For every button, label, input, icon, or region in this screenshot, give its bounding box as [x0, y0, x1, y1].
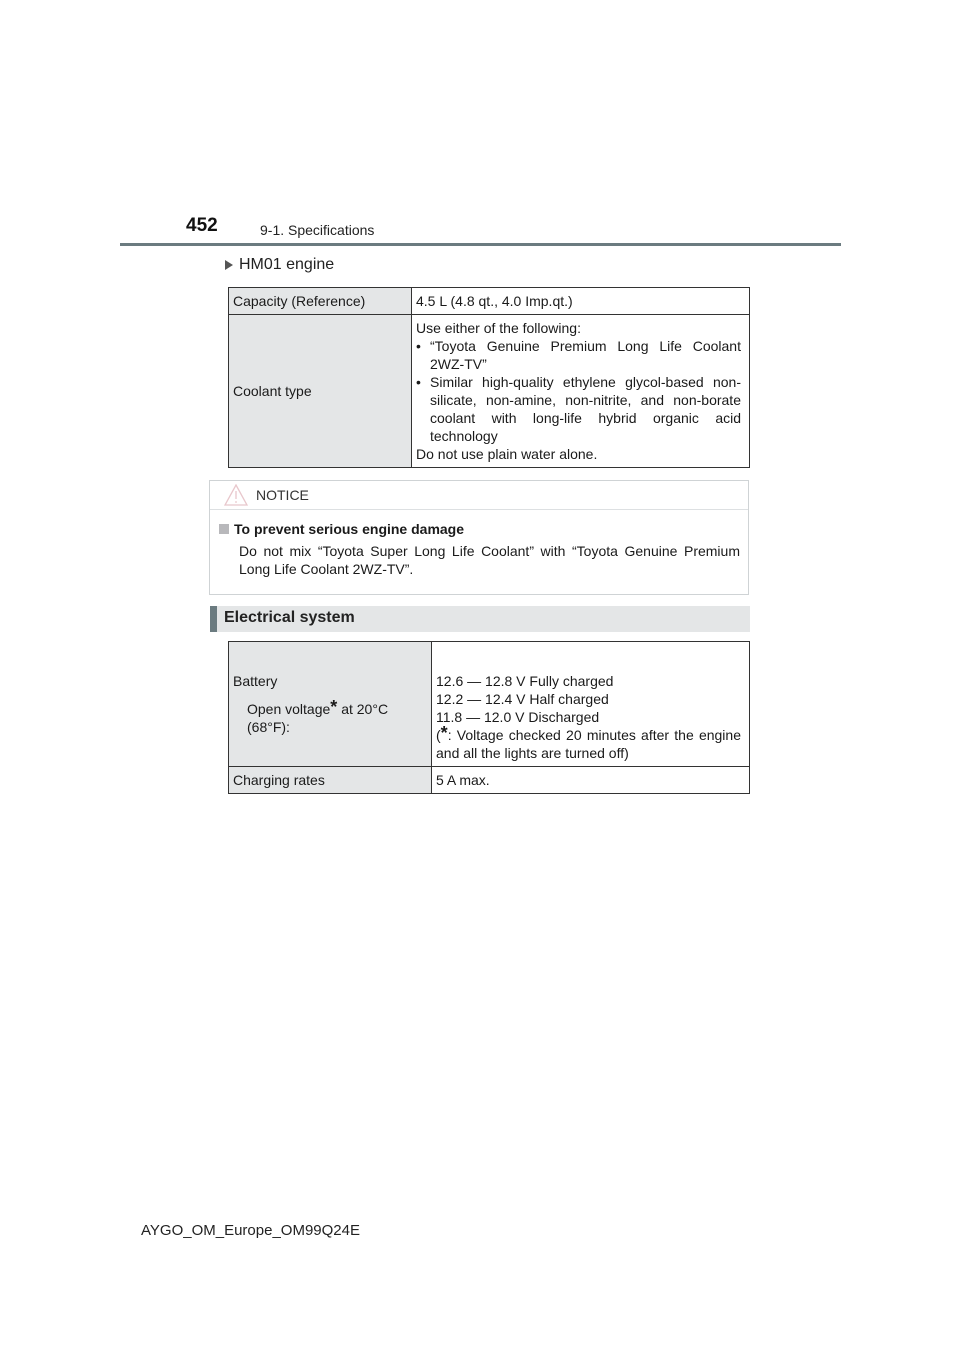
table-row: [229, 642, 750, 767]
section-header: 9-1. Specifications: [260, 222, 375, 238]
asterisk: *: [330, 697, 338, 717]
voltage-line-1: 12.6 — 12.8 V Fully charged: [436, 673, 614, 689]
charging-label: Charging rates: [229, 767, 432, 794]
open-voltage-condition: at 20°C (68°F):: [247, 701, 389, 735]
coolant-type-bullet-1: • “Toyota Genuine Premium Long Life Coolant 2WZ-TV”: [416, 337, 741, 373]
charging-value: 5 A max.: [432, 767, 750, 794]
coolant-table: [228, 287, 750, 468]
notice-text: Do not mix “Toyota Super Long Life Coolant” with “Toyota Genuine Premium Long Life Coolant 2WZ-TV”.: [239, 543, 740, 577]
footer-doc-id: AYGO_OM_Europe_OM99Q24E: [141, 1222, 360, 1239]
subheading: [225, 256, 334, 274]
table-row: [229, 767, 750, 794]
capacity-label: Capacity (Reference): [229, 288, 412, 315]
warning-triangle-icon: [224, 484, 248, 506]
coolant-type-label: Coolant type: [229, 315, 412, 468]
square-bullet-icon: [219, 524, 229, 534]
section-heading: Electrical system: [210, 606, 750, 632]
battery-label: Battery: [233, 673, 278, 689]
notice-title: [219, 520, 740, 538]
electrical-table: [228, 641, 750, 794]
open-voltage-text: Open voltage: [247, 701, 331, 717]
asterisk-note: *: [440, 723, 448, 743]
open-voltage-label: [233, 697, 423, 736]
battery-value-cell: [432, 642, 750, 767]
voltage-line-3: 11.8 — 12.0 V Discharged: [436, 709, 600, 725]
note-open-paren: (: [436, 727, 441, 743]
coolant-type-value: [412, 315, 750, 468]
triangle-bullet-icon: [225, 260, 233, 270]
voltage-note-text: : Voltage checked 20 minutes after the engine and all the lights are turned off): [436, 727, 741, 761]
page-number: 452: [186, 215, 218, 236]
voltage-line-2: 12.2 — 12.4 V Half charged: [436, 691, 609, 707]
coolant-type-bullet-2: • Similar high-quality ethylene glycol-based non-silicate, non-amine, non-nitrite, and non-borate coolant with long-life hybrid organic acid technology: [416, 373, 741, 445]
coolant-type-intro: Use either of the following:: [416, 320, 581, 336]
header-rule: [120, 243, 841, 246]
battery-label-cell: [229, 642, 432, 767]
capacity-value: 4.5 L (4.8 qt., 4.0 Imp.qt.): [412, 288, 750, 315]
table-row: [229, 315, 750, 468]
coolant-type-outro: Do not use plain water alone.: [416, 446, 598, 462]
notice-body: [210, 510, 748, 578]
subheading-text: HM01 engine: [239, 256, 335, 273]
notice-heading: NOTICE: [256, 487, 309, 503]
voltage-note: [436, 723, 741, 762]
notice-box: [209, 480, 749, 595]
table-row: [229, 288, 750, 315]
notice-title-text: To prevent serious engine damage: [234, 521, 465, 537]
notice-header: [210, 481, 748, 510]
